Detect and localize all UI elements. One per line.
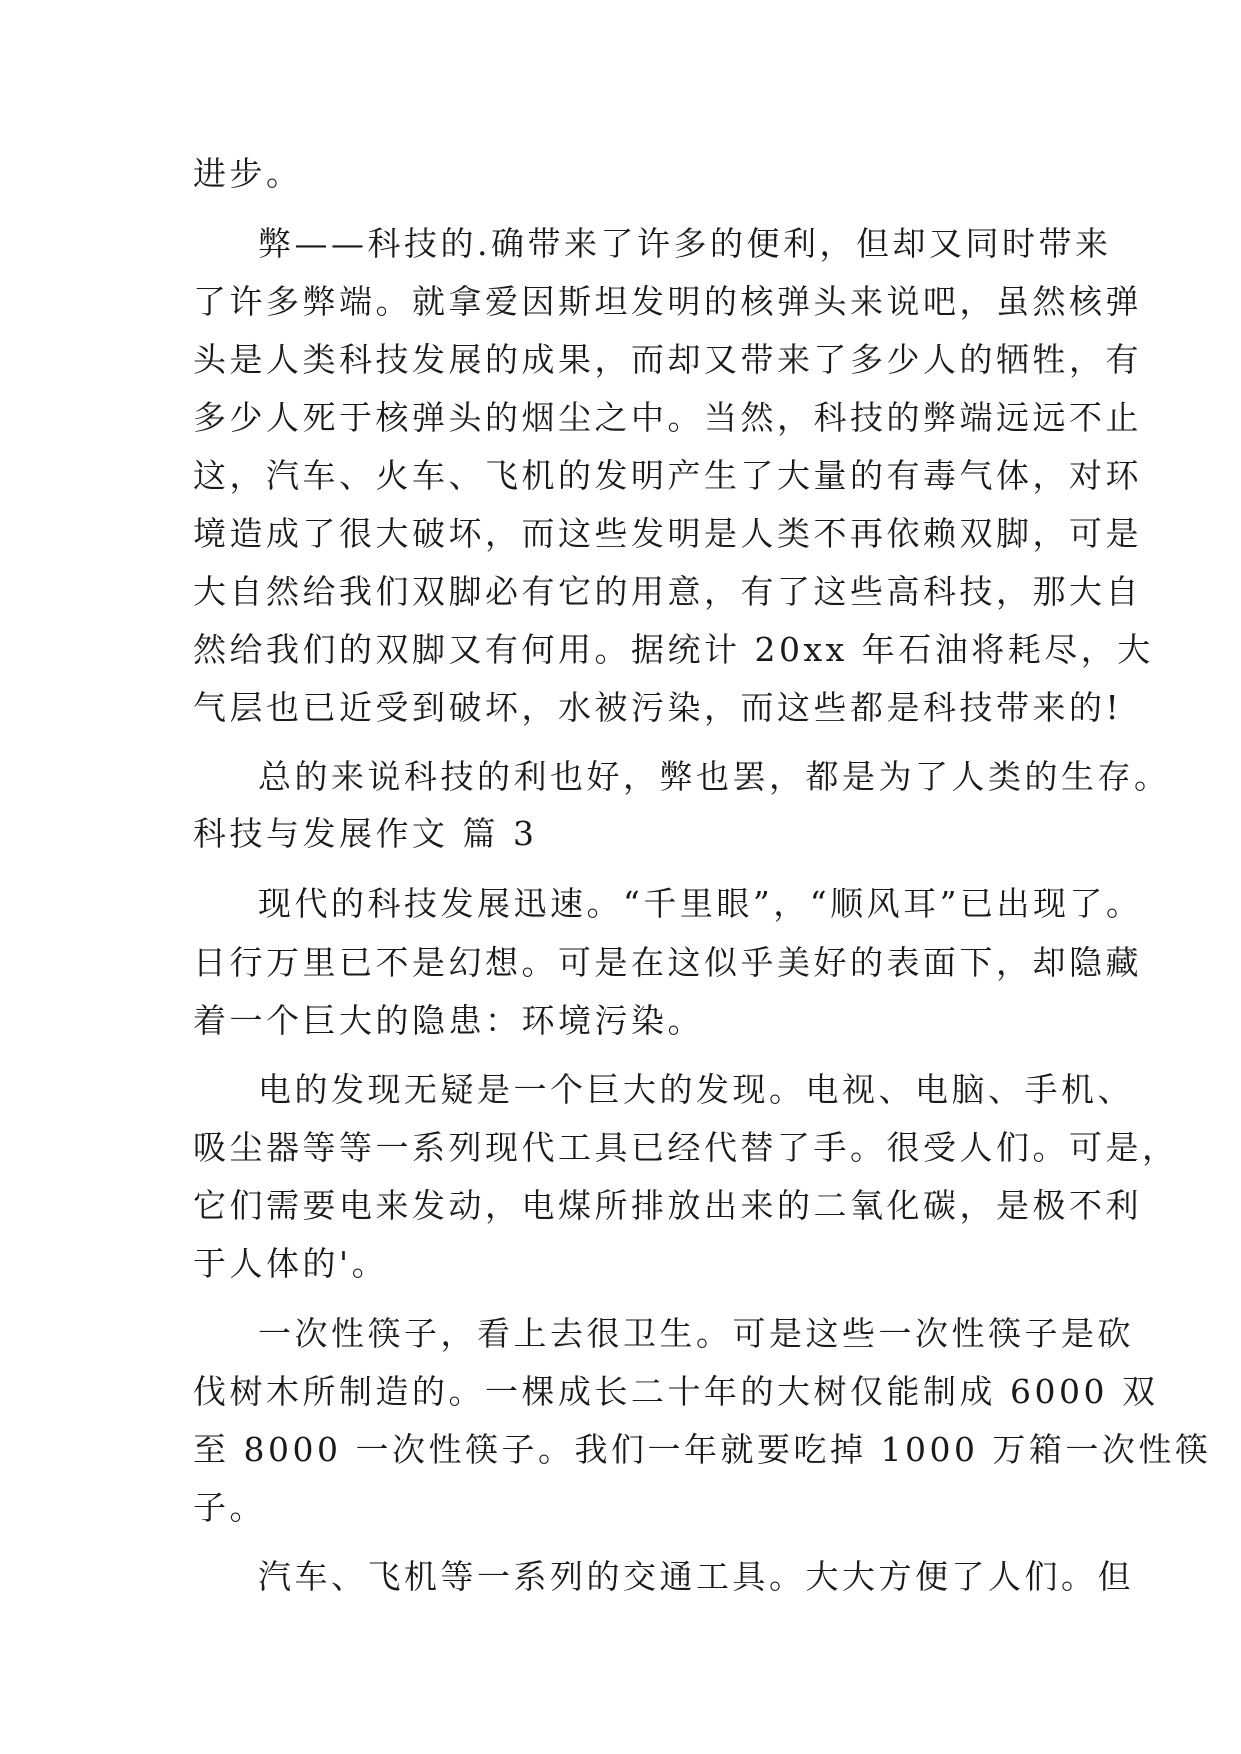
- paragraph-line: 然给我们的双脚又有何用。据统计 20xx 年石油将耗尽，大: [193, 630, 1154, 669]
- paragraph-line: 日行万里已不是幻想。可是在这似乎美好的表面下，却隐藏: [193, 943, 1142, 982]
- paragraph-line: 于人体的'。: [193, 1244, 389, 1283]
- paragraph-line: 至 8000 一次性筷子。我们一年就要吃掉 1000 万箱一次性筷: [193, 1430, 1212, 1469]
- paragraph-line: 了许多弊端。就拿爱因斯坦发明的核弹头来说吧，虽然核弹: [193, 282, 1142, 321]
- section-heading: 科技与发展作文 篇 3: [193, 814, 538, 853]
- paragraph-line: 汽车、飞机等一系列的交通工具。大大方便了人们。但: [258, 1557, 1134, 1596]
- paragraph-line: 境造成了很大破坏，而这些发明是人类不再依赖双脚，可是: [193, 514, 1142, 553]
- paragraph-line: 进步。: [193, 154, 303, 193]
- paragraph-line: 子。: [193, 1488, 266, 1527]
- paragraph-line: 气层也已近受到破坏，水被污染，而这些都是科技带来的!: [193, 688, 1123, 727]
- paragraph-line: 着一个巨大的隐患：环境污染。: [193, 1001, 704, 1040]
- paragraph-line: 多少人死于核弹头的烟尘之中。当然，科技的弊端远远不止: [193, 398, 1142, 437]
- paragraph-line: 吸尘器等等一系列现代工具已经代替了手。很受人们。可是，: [193, 1128, 1179, 1167]
- paragraph-line: 它们需要电来发动，电煤所排放出来的二氧化碳，是极不利: [193, 1186, 1142, 1225]
- paragraph-line: 一次性筷子，看上去很卫生。可是这些一次性筷子是砍: [258, 1314, 1134, 1353]
- paragraph-line: 大自然给我们双脚必有它的用意，有了这些高科技，那大自: [193, 572, 1142, 611]
- paragraph-line: 电的发现无疑是一个巨大的发现。电视、电脑、手机、: [258, 1070, 1134, 1109]
- paragraph-line: 这，汽车、火车、飞机的发明产生了大量的有毒气体，对环: [193, 456, 1142, 495]
- paragraph-line: 总的来说科技的利也好，弊也罢，都是为了人类的生存。: [258, 757, 1171, 796]
- paragraph-line: 头是人类科技发展的成果，而却又带来了多少人的牺牲，有: [193, 340, 1142, 379]
- paragraph-line: 伐树木所制造的。一棵成长二十年的大树仅能制成 6000 双: [193, 1372, 1159, 1411]
- paragraph-line: 现代的科技发展迅速。“千里眼”，“顺风耳”已出现了。: [258, 884, 1143, 923]
- paragraph-line: 弊——科技的.确带来了许多的便利，但却又同时带来: [258, 224, 1112, 263]
